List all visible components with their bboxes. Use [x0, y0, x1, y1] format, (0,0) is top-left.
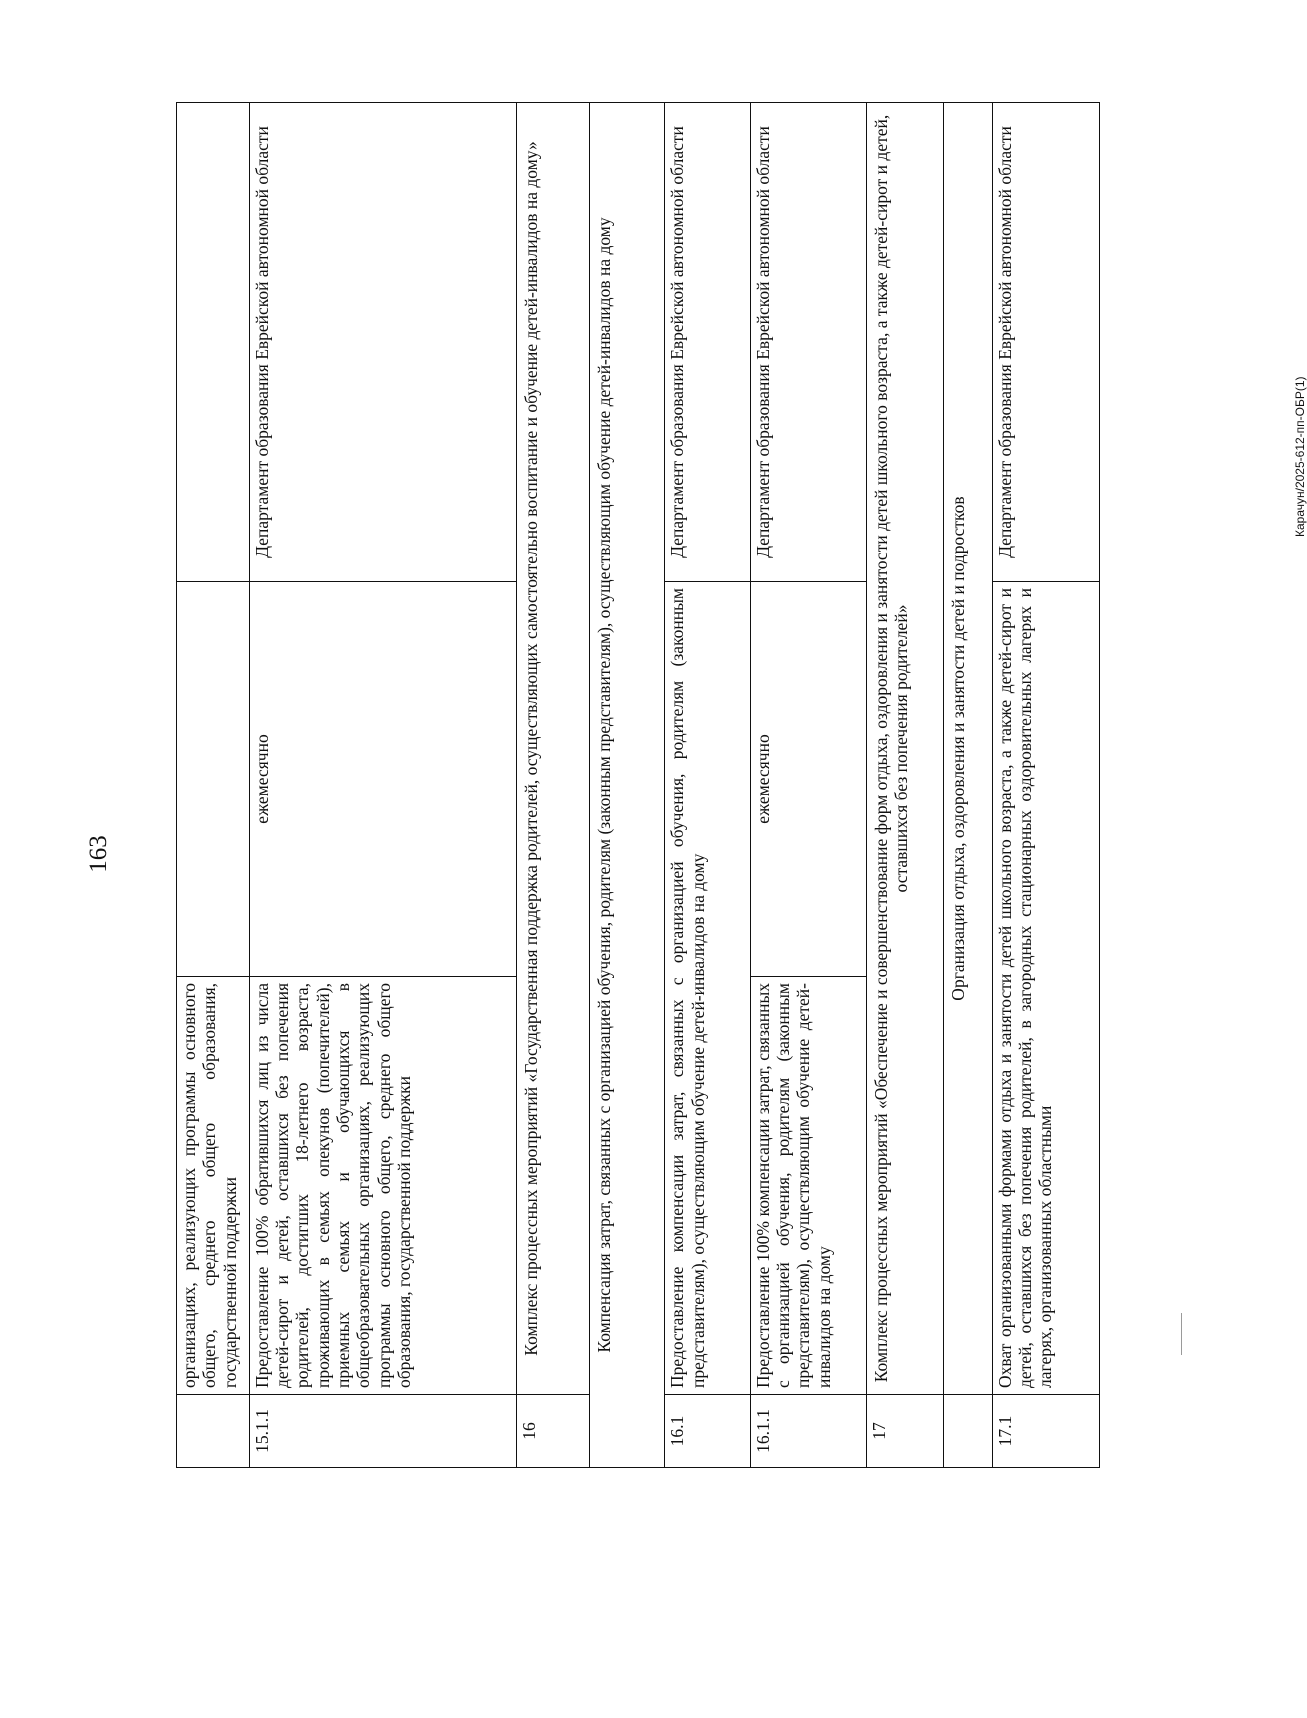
row-responsible: Департамент образования Еврейской автономной области	[665, 103, 751, 582]
row-number: 17	[866, 1395, 943, 1468]
row-responsible: Департамент образования Еврейской автономной области	[249, 103, 517, 582]
row-frequency: ежемесячно	[249, 582, 517, 977]
page-number: 163	[84, 835, 112, 873]
row-number	[177, 1395, 250, 1468]
row-number: 16.1.1	[750, 1395, 866, 1468]
row-indicator: Предоставление 100% компенсации затрат, связанных с организацией обучения, родителям (законным представителям), осуществляющим обучение детей-инвалидов на дому	[750, 977, 866, 1395]
table-row	[249, 103, 517, 1468]
row-number: 16	[517, 1395, 590, 1468]
row-indicator: Предоставление 100% обратившихся лиц из числа детей-сирот и детей, оставшихся без попечения родителей, достигших 18-летнего возраста, проживающих в семьях опекунов (попечителей), приемных семьях и обучающихся в общеобразовательных организациях, реализующих программы основного общего, среднего общего образования, государственной поддержки	[249, 977, 517, 1395]
table-row	[992, 103, 1099, 1468]
indicator-text: организациях, реализующих программы основного общего, среднего общего образования, государственной поддержки	[179, 983, 240, 1388]
table-row	[750, 103, 866, 1468]
table-row	[590, 103, 665, 1468]
section-title: Компенсация затрат, связанных с организацией обучения, родителям (законным представителям), осуществляющим обучение детей-инвалидов на дому	[590, 103, 665, 1468]
empty-cell	[177, 103, 250, 582]
table-row	[866, 103, 943, 1468]
measures-table	[176, 102, 1100, 1468]
table-row	[943, 103, 992, 1468]
document-code: Карачун/2025-612-пп-ОБР(1)	[1293, 376, 1307, 537]
table-row	[177, 103, 250, 1468]
section-title: Комплекс процессных мероприятий «Государственная поддержка родителей, осуществляющих самостоятельно воспитание и обучение детей-инвалидов на дому»	[517, 103, 590, 1395]
empty-cell	[177, 582, 250, 977]
row-number: 16.1	[665, 1395, 751, 1468]
table-row	[517, 103, 590, 1468]
margin-mark	[1181, 1313, 1182, 1355]
row-indicator-continued	[177, 977, 250, 1395]
section-title: Комплекс процессных мероприятий «Обеспечение и совершенствование форм отдыха, оздоровления и занятости детей школьного возраста, а также детей-сирот и детей, оставшихся без попечения родителей»	[866, 103, 943, 1395]
row-responsible: Департамент образования Еврейской автономной области	[750, 103, 866, 582]
row-indicator: Охват организованными формами отдыха и занятости детей школьного возраста, а также детей-сирот и детей, оставшихся без попечения родителей, в загородных стационарных оздоровительных лагерях и лагерях, организованных областными	[992, 582, 1099, 1395]
rotated-table-container	[176, 103, 1100, 1468]
section-title: Организация отдыха, оздоровления и занятости детей и подростков	[943, 103, 992, 1395]
row-number: 15.1.1	[249, 1395, 517, 1468]
row-frequency: ежемесячно	[750, 582, 866, 977]
row-number	[943, 1395, 992, 1468]
row-number: 17.1	[992, 1395, 1099, 1468]
table-row	[665, 103, 751, 1468]
row-indicator: Предоставление компенсации затрат, связанных с организацией обучения, родителям (законным представителям), осуществляющим обучение детей-инвалидов на дому	[665, 582, 751, 1395]
row-responsible: Департамент образования Еврейской автономной области	[992, 103, 1099, 582]
